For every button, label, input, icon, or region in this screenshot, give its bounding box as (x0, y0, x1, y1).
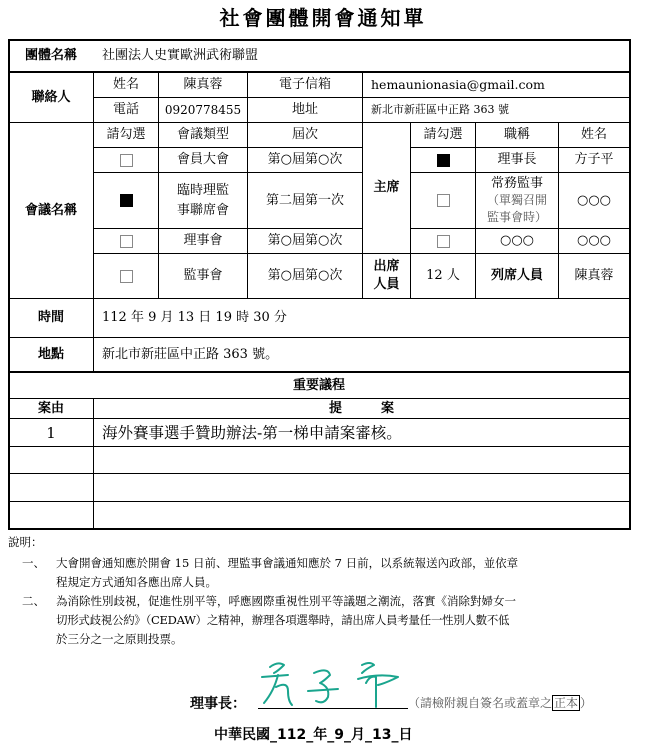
contact-name: 陳真蓉 (183, 77, 223, 92)
checked-box-icon[interactable] (437, 154, 450, 167)
chair-row-checkbox[interactable] (411, 229, 475, 253)
meeting-session-header: 屆次 (291, 127, 318, 142)
chair-title: ○○○ (499, 233, 535, 248)
agenda-row-no (9, 474, 93, 501)
attendance-label-line: 人員 (373, 277, 400, 292)
agenda-row-text (94, 447, 629, 473)
contact-phone: 0920778455 (164, 103, 242, 117)
table-border (8, 528, 631, 530)
agenda-title: 重要議程 (292, 377, 345, 393)
signature-hint-prefix: （請檢附親自簽名或蓋章之 (408, 696, 553, 710)
meeting-row-checkbox[interactable] (94, 148, 158, 172)
meeting-type-header: 會議類型 (176, 127, 229, 142)
meeting-name-label: 會議名稱 (24, 202, 77, 218)
meeting-type: 會員大會 (176, 152, 229, 167)
meeting-session: 第○屆第○次 (267, 268, 343, 283)
agenda-row-no (9, 502, 93, 528)
note-text: 切形式歧視公約》（CEDAW）之精神，辦理各項選舉時，請出席人員考量任一性別人數不低 (56, 613, 510, 627)
checked-box-icon[interactable] (120, 194, 133, 207)
chair-name: ○○○ (576, 192, 612, 208)
contact-phone-label: 電話 (112, 102, 139, 117)
place-value: 新北市新莊區中正路 363 號。 (102, 346, 279, 362)
time-value: 112 年 9 月 13 日 19 時 30 分 (102, 310, 287, 325)
attendance-label-line: 出席 (373, 259, 400, 274)
chair-row-checkbox[interactable] (411, 173, 475, 228)
contact-email: hemaunionasia@gmail.com (371, 77, 545, 92)
observer-name: 陳真蓉 (574, 268, 614, 283)
chair-name: ○○○ (576, 233, 612, 248)
note-text: 大會開會通知應於開會 15 日前、理監事會議通知應於 7 日前，以系統報送內政部，並依章 (56, 556, 519, 570)
meeting-check-header: 請勾選 (106, 127, 146, 142)
meeting-type: 監事會 (183, 268, 223, 283)
chair-title-main: 常務監事 (490, 176, 543, 191)
note-number: 二、 (22, 594, 45, 608)
signature-hint-suffix: ） (580, 696, 593, 710)
chairman-label: 理事長： (190, 696, 246, 712)
contact-address: 新北市新莊區中正路 363 號 (371, 103, 509, 116)
original-copy-box: 正本 (554, 696, 579, 710)
agenda-row-no: 1 (46, 423, 56, 442)
agenda-proposal-header: 提 案 (328, 400, 394, 416)
attendance-count: 12 人 (426, 268, 460, 283)
agenda-row-text: 海外賽事選手贊助辦法-第一梯申請案審核。 (102, 423, 402, 442)
observer-label: 列席人員 (490, 268, 543, 283)
chair-title-header: 職稱 (503, 127, 530, 142)
agenda-row-text (94, 474, 629, 501)
meeting-type (159, 173, 247, 228)
meeting-session: 第○屆第○次 (267, 233, 343, 248)
signature-hint (408, 694, 592, 711)
attendance-label (363, 254, 410, 298)
meeting-session: 第二屆第一次 (265, 192, 344, 208)
meeting-type: 理事會 (183, 233, 223, 248)
agenda-row-no (9, 447, 93, 473)
meeting-row-checkbox[interactable] (94, 254, 158, 298)
agenda-row-text (94, 502, 629, 528)
note-text: 為消除性別歧視，促進性別平等，呼應國際重視性別平等議題之潮流，落實《消除對婦女一 (56, 594, 516, 608)
chair-title-note: （單獨召開 (486, 193, 547, 207)
place-label: 地點 (37, 346, 64, 362)
meeting-type-line: 臨時理監 (176, 182, 229, 198)
org-name-label: 團體名稱 (24, 48, 77, 63)
checkbox-icon[interactable] (120, 235, 133, 248)
chair-row-checkbox[interactable] (411, 148, 475, 172)
table-border (629, 39, 631, 530)
note-text: 程規定方式通知各應出席人員。 (56, 575, 217, 589)
contact-label: 聯絡人 (31, 89, 71, 105)
notes-label: 說明： (8, 535, 43, 549)
meeting-row-checkbox[interactable] (94, 229, 158, 253)
note-number: 一、 (22, 556, 45, 570)
handwritten-signature (258, 655, 408, 711)
chair-label: 主席 (373, 180, 400, 195)
checkbox-icon[interactable] (437, 235, 450, 248)
chair-name-header: 姓名 (580, 127, 607, 142)
chair-name: 方子平 (574, 152, 614, 167)
agenda-case-header: 案由 (37, 400, 64, 416)
document-title: 社會團體開會通知單 (219, 6, 427, 30)
chair-check-header: 請勾選 (423, 127, 463, 142)
contact-address-label: 地址 (291, 102, 318, 117)
chair-title: 理事長 (497, 152, 537, 167)
contact-email-label: 電子信箱 (278, 77, 331, 92)
date-line: 中華民國_112_年_9_月_13_日 (214, 727, 413, 743)
checkbox-icon[interactable] (437, 194, 450, 207)
meeting-type-line: 事聯席會 (176, 202, 229, 218)
checkbox-icon[interactable] (120, 154, 133, 167)
meeting-row-checkbox[interactable] (94, 173, 158, 228)
chair-title (476, 173, 558, 228)
checkbox-icon[interactable] (120, 270, 133, 283)
meeting-session: 第○屆第○次 (267, 152, 343, 167)
time-label: 時間 (37, 310, 64, 325)
chair-title-note: 監事會時） (486, 210, 547, 224)
note-text: 於三分之一之原則投票。 (56, 632, 183, 646)
contact-name-label: 姓名 (112, 77, 139, 92)
org-name-value: 社團法人史實歐洲武術聯盟 (102, 48, 259, 63)
